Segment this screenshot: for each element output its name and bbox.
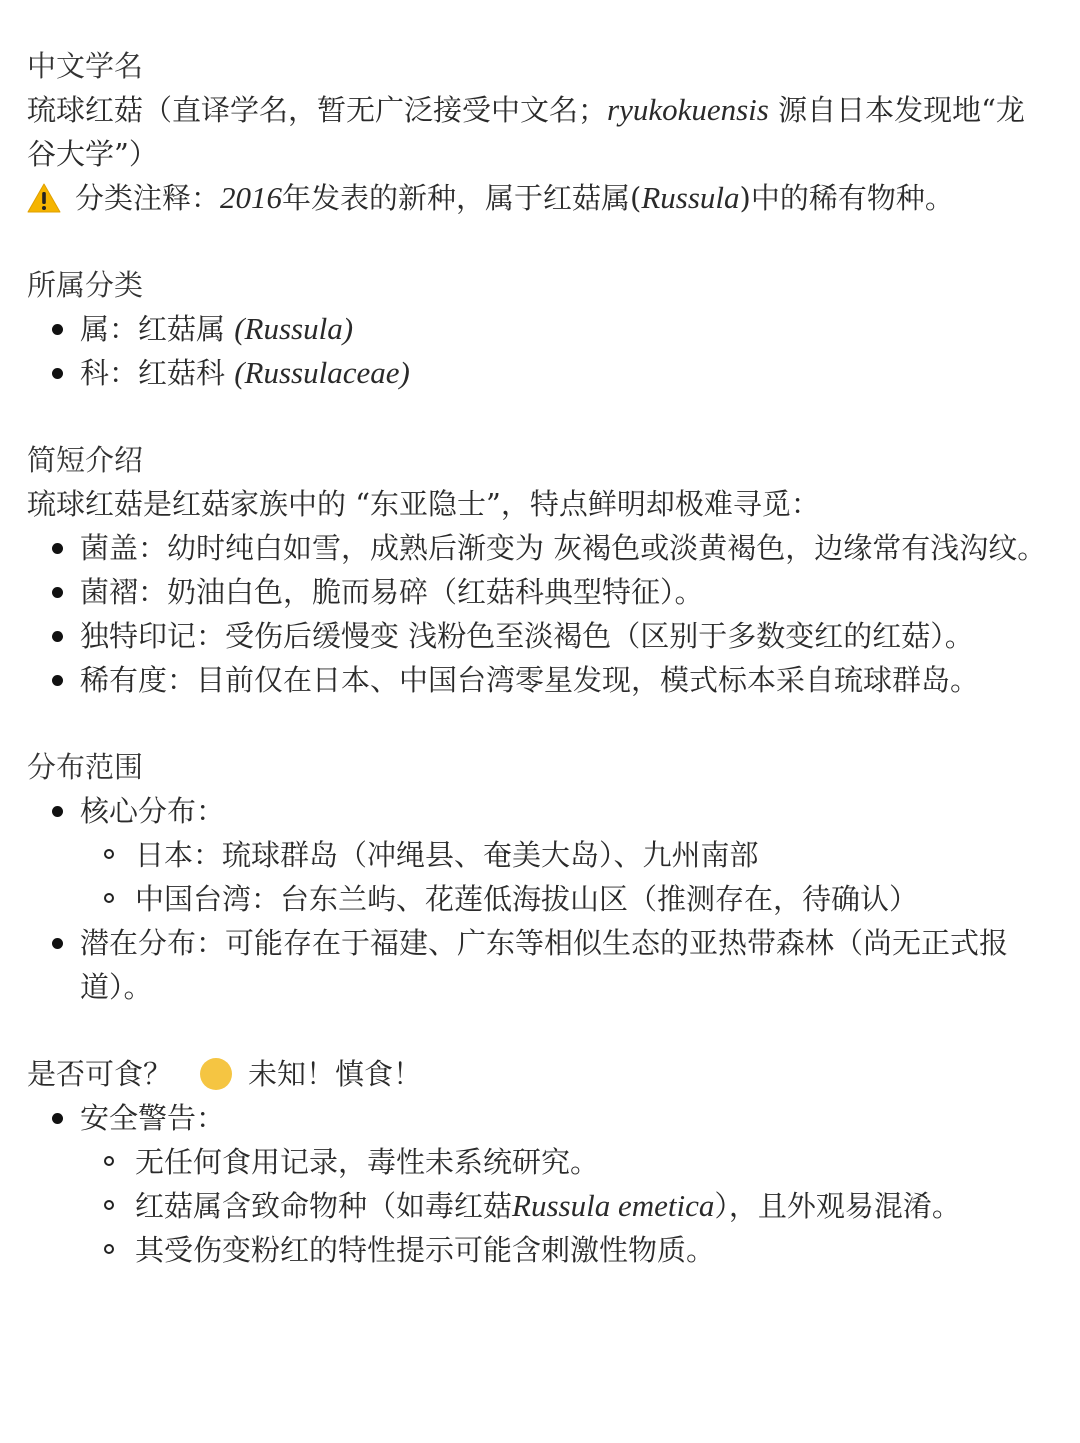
taxonomy-note bbox=[27, 176, 1052, 220]
section-chinese-name bbox=[27, 44, 1052, 220]
intro-lead: 琉球红菇是红菇家族中的 “东亚隐士”，特点鲜明却极难寻觅： bbox=[27, 487, 820, 521]
list-item bbox=[27, 351, 1052, 395]
section-edibility bbox=[27, 1052, 1052, 1272]
taxon-label: 属：红菇属 bbox=[80, 312, 235, 346]
sub-list-item bbox=[27, 1228, 1052, 1272]
section-intro bbox=[27, 438, 1052, 702]
list-item: 独特印记：受伤后缓慢变 浅粉色至淡褐色（区别于多数变红的红菇）。 bbox=[27, 614, 1052, 658]
warning-text-end: ），且外观易混淆。 bbox=[714, 1189, 961, 1223]
chinese-name-text bbox=[27, 88, 1052, 176]
note-year: 2016 bbox=[220, 180, 283, 215]
list-item: 安全警告： bbox=[27, 1096, 1052, 1140]
latin-epithet: ryukokuensis bbox=[607, 92, 769, 127]
section-distribution bbox=[27, 745, 1052, 1009]
warning-text: 红菇属含致命物种（如毒红菇 bbox=[135, 1189, 513, 1223]
note-text-end: )中的稀有物种。 bbox=[739, 181, 954, 215]
intro-list bbox=[27, 526, 1052, 702]
list-item: 潜在分布：可能存在于福建、广东等相似生态的亚热带森林（尚无正式报道）。 bbox=[27, 921, 1052, 1009]
list-item bbox=[27, 307, 1052, 351]
warning-latin: Russula emetica bbox=[512, 1188, 715, 1223]
taxonomy-list bbox=[27, 307, 1052, 395]
edibility-answer: 未知！慎食！ bbox=[248, 1057, 423, 1091]
edibility-list bbox=[27, 1096, 1052, 1272]
sub-list-item bbox=[27, 1140, 1052, 1184]
chinese-name-part: 琉球红菇（直译学名，暂无广泛接受中文名； bbox=[27, 93, 608, 127]
note-genus-latin: Russula bbox=[641, 180, 740, 215]
heading-chinese-name: 中文学名 bbox=[27, 49, 144, 83]
distribution-list bbox=[27, 789, 1052, 1009]
list-item: 菌褶：奶油白色，脆而易碎（红菇科典型特征）。 bbox=[27, 570, 1052, 614]
edibility-line bbox=[27, 1052, 1052, 1096]
section-taxonomy bbox=[27, 263, 1052, 395]
sub-list-item bbox=[27, 1184, 1052, 1228]
taxon-latin: (Russula) bbox=[234, 311, 354, 346]
chinese-name-origin: 源自日本发现地“龙谷大学”） bbox=[27, 93, 1025, 171]
yellow-circle-icon bbox=[200, 1058, 232, 1090]
list-item: 菌盖：幼时纯白如雪，成熟后渐变为 灰褐色或淡黄褐色，边缘常有浅沟纹。 bbox=[27, 526, 1052, 570]
list-item: 核心分布： bbox=[27, 789, 1052, 833]
warning-icon bbox=[27, 183, 61, 213]
warning-text: 无任何食用记录，毒性未系统研究。 bbox=[135, 1145, 600, 1179]
note-label: 分类注释： bbox=[75, 181, 221, 215]
heading-distribution: 分布范围 bbox=[27, 750, 144, 784]
note-text: 年发表的新种，属于红菇属( bbox=[282, 181, 642, 215]
list-item: 稀有度：目前仅在日本、中国台湾零星发现，模式标本采自琉球群岛。 bbox=[27, 658, 1052, 702]
heading-taxonomy: 所属分类 bbox=[27, 268, 144, 302]
sub-list-item: 日本：琉球群岛（冲绳县、奄美大岛）、九州南部 bbox=[27, 833, 1052, 877]
warning-text: 其受伤变粉红的特性提示可能含刺激性物质。 bbox=[135, 1233, 716, 1267]
taxon-label: 科：红菇科 bbox=[80, 356, 235, 390]
heading-intro: 简短介绍 bbox=[27, 443, 144, 477]
sub-list-item: 中国台湾：台东兰屿、花莲低海拔山区（推测存在，待确认） bbox=[27, 877, 1052, 921]
edibility-question: 是否可食？ bbox=[27, 1057, 173, 1091]
taxon-latin: (Russulaceae) bbox=[234, 355, 410, 390]
